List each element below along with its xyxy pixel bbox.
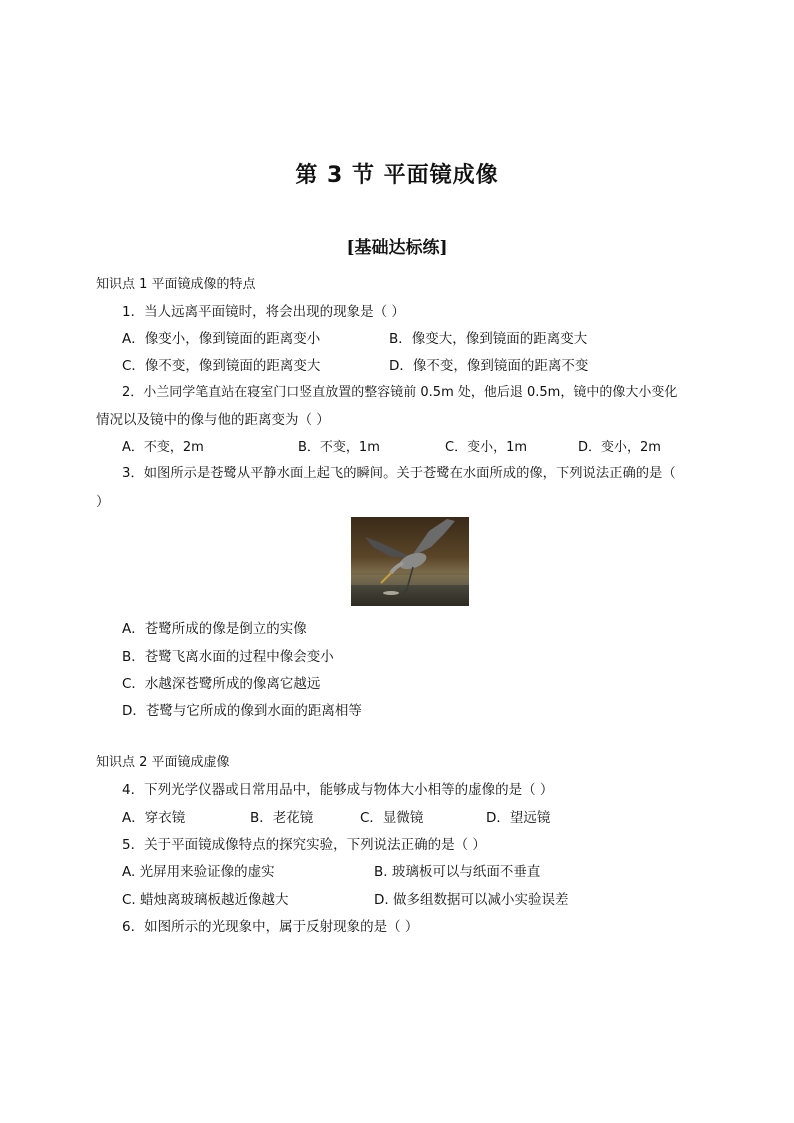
question-5-option-c: C. 蜡烛离玻璃板越近像越大	[122, 892, 289, 908]
page-title: 第 3 节 平面镜成像	[295, 163, 499, 188]
question-2-stem-line2: 情况以及镜中的像与他的距离变为（ ）	[96, 412, 330, 428]
knowledge-point-1: 知识点 1 平面镜成像的特点	[96, 277, 256, 292]
question-1-option-c: C．像不变，像到镜面的距离变大	[122, 358, 321, 374]
question-4-option-d: D．望远镜	[486, 810, 551, 826]
question-3-stem-line2: ）	[96, 494, 110, 510]
question-4-stem: 4．下列光学仪器或日常用品中，能够成与物体大小相等的虚像的是（ ）	[122, 782, 554, 798]
question-3-option-b: B．苍鹭飞离水面的过程中像会变小	[122, 649, 334, 665]
question-1-option-b: B．像变大，像到镜面的距离变大	[389, 331, 588, 347]
question-4-option-c: C．显微镜	[360, 810, 424, 826]
question-6-stem: 6．如图所示的光现象中，属于反射现象的是（ ）	[122, 919, 419, 935]
question-3-option-c: C．水越深苍鹭所成的像离它越远	[122, 676, 321, 692]
question-4-option-a: A．穿衣镜	[122, 810, 186, 826]
question-5-option-a: A. 光屏用来验证像的虚实	[122, 864, 275, 880]
question-5-option-b: B. 玻璃板可以与纸面不垂直	[374, 864, 541, 880]
question-5-stem: 5．关于平面镜成像特点的探究实验，下列说法正确的是（ ）	[122, 837, 486, 853]
question-4-option-b: B．老花镜	[250, 810, 314, 826]
knowledge-point-2: 知识点 2 平面镜成虚像	[96, 755, 230, 770]
question-2-option-d: D．变小，2m	[578, 440, 661, 455]
question-2-option-b: B．不变，1m	[298, 440, 380, 455]
section-heading: [基础达标练]	[346, 238, 448, 258]
question-5-option-d: D. 做多组数据可以减小实验误差	[374, 892, 569, 908]
question-2-option-c: C．变小，1m	[445, 440, 528, 455]
heron-photo	[351, 517, 469, 606]
question-3-option-d: D．苍鹭与它所成的像到水面的距离相等	[122, 703, 362, 719]
question-2-option-a: A．不变，2m	[122, 440, 204, 455]
question-1-option-a: A．像变小，像到镜面的距离变小	[122, 331, 321, 347]
question-2-stem-line1: 2．小兰同学笔直站在寝室门口竖直放置的整容镜前 0.5m 处，他后退 0.5m，镜中的像大小变化	[122, 385, 678, 400]
question-1-option-d: D．像不变，像到镜面的距离不变	[389, 358, 589, 374]
question-3-stem-line1: 3．如图所示是苍鹭从平静水面上起飞的瞬间。关于苍鹭在水面所成的像，下列说法正确的是（	[122, 466, 676, 481]
question-3-option-a: A．苍鹭所成的像是倒立的实像	[122, 621, 307, 637]
question-1-stem: 1．当人远离平面镜时，将会出现的现象是（ ）	[122, 304, 405, 320]
